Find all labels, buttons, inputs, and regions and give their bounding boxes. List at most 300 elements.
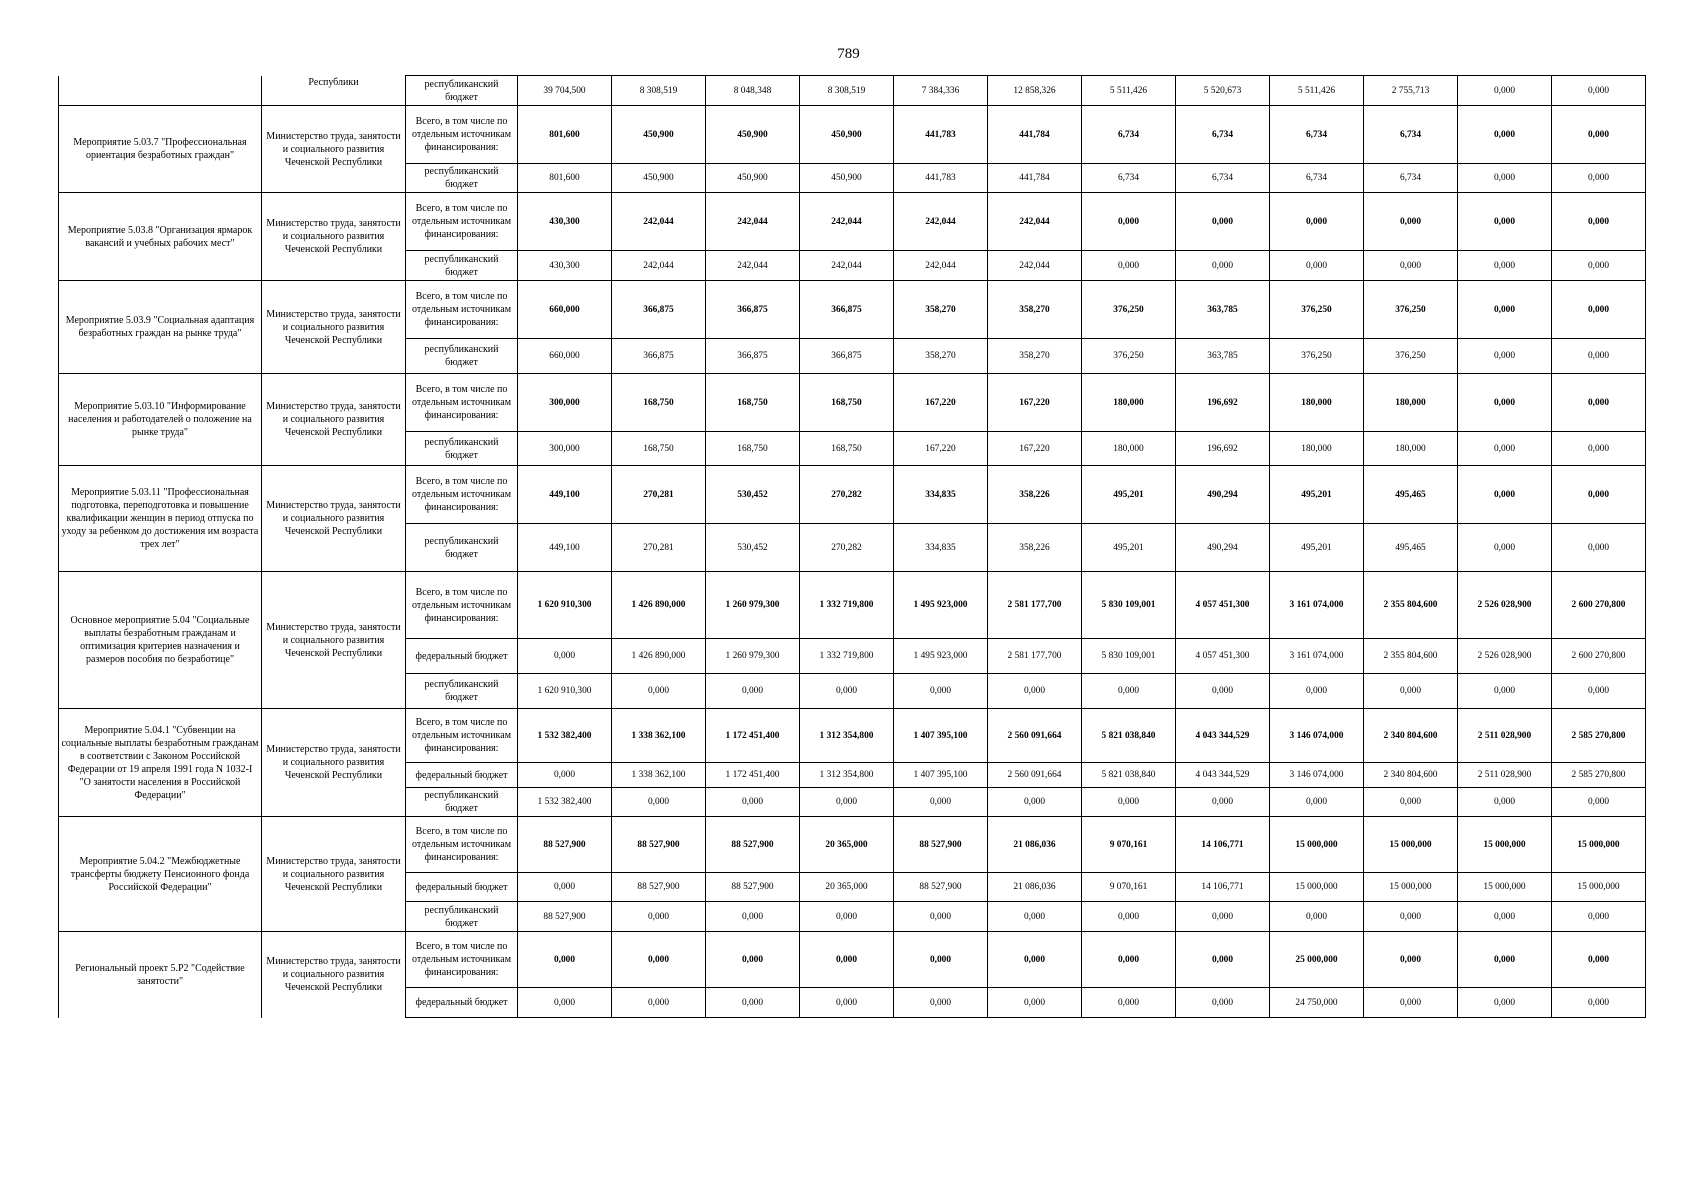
- value-cell: 0,000: [894, 902, 988, 932]
- value-cell: 0,000: [1082, 193, 1176, 251]
- program-name-cell: Мероприятие 5.03.11 "Профессиональная подготовка, переподготовка и повышение квалификации женщин в период отпуска по уходу за ребенком до достижения им возраста трех лет": [59, 466, 262, 572]
- table-body: [59, 76, 1646, 1018]
- value-cell: 0,000: [894, 674, 988, 709]
- value-cell: 2 355 804,600: [1364, 572, 1458, 639]
- value-cell: 495,201: [1270, 524, 1364, 572]
- funding-source-cell: республиканский бюджет: [406, 164, 518, 193]
- value-cell: 9 070,161: [1082, 873, 1176, 902]
- program-name-cell: Мероприятие 5.03.8 "Организация ярмарок вакансий и учебных рабочих мест": [59, 193, 262, 281]
- value-cell: 358,270: [894, 339, 988, 374]
- table-row: [59, 572, 1646, 639]
- value-cell: 12 858,326: [988, 76, 1082, 106]
- value-cell: 242,044: [988, 193, 1082, 251]
- value-cell: 376,250: [1082, 281, 1176, 339]
- value-cell: 6,734: [1082, 106, 1176, 164]
- value-cell: 376,250: [1270, 339, 1364, 374]
- value-cell: 0,000: [1364, 988, 1458, 1018]
- value-cell: 0,000: [1364, 251, 1458, 281]
- value-cell: 0,000: [1552, 788, 1646, 817]
- value-cell: 5 511,426: [1270, 76, 1364, 106]
- value-cell: 0,000: [1552, 674, 1646, 709]
- value-cell: 0,000: [1082, 932, 1176, 988]
- value-cell: 0,000: [1270, 674, 1364, 709]
- value-cell: 0,000: [706, 674, 800, 709]
- value-cell: 0,000: [1458, 374, 1552, 432]
- executor-cell: Министерство труда, занятости и социального развития Чеченской Республики: [262, 709, 406, 817]
- value-cell: 660,000: [518, 281, 612, 339]
- funding-source-cell: федеральный бюджет: [406, 988, 518, 1018]
- value-cell: 0,000: [612, 988, 706, 1018]
- value-cell: 495,465: [1364, 466, 1458, 524]
- value-cell: 242,044: [988, 251, 1082, 281]
- value-cell: 5 830 109,001: [1082, 572, 1176, 639]
- funding-source-cell: республиканский бюджет: [406, 432, 518, 466]
- value-cell: 242,044: [800, 251, 894, 281]
- value-cell: 358,270: [988, 281, 1082, 339]
- value-cell: 196,692: [1176, 432, 1270, 466]
- value-cell: 441,784: [988, 164, 1082, 193]
- value-cell: 6,734: [1270, 106, 1364, 164]
- value-cell: 167,220: [988, 374, 1082, 432]
- value-cell: 0,000: [1082, 902, 1176, 932]
- value-cell: 366,875: [612, 281, 706, 339]
- table-row: [59, 76, 1646, 106]
- value-cell: 1 495 923,000: [894, 639, 988, 674]
- program-name-cell: Мероприятие 5.03.10 "Информирование населения и работодателей о положение на рынке труда": [59, 374, 262, 466]
- value-cell: 0,000: [1458, 988, 1552, 1018]
- value-cell: 168,750: [800, 432, 894, 466]
- value-cell: 366,875: [800, 339, 894, 374]
- value-cell: 450,900: [706, 106, 800, 164]
- executor-cell: Министерство труда, занятости и социального развития Чеченской Республики: [262, 817, 406, 932]
- funding-source-cell: республиканский бюджет: [406, 902, 518, 932]
- value-cell: 242,044: [894, 193, 988, 251]
- value-cell: 0,000: [1552, 106, 1646, 164]
- value-cell: 0,000: [1458, 193, 1552, 251]
- value-cell: 0,000: [1270, 902, 1364, 932]
- funding-source-cell: федеральный бюджет: [406, 639, 518, 674]
- value-cell: 24 750,000: [1270, 988, 1364, 1018]
- value-cell: 39 704,500: [518, 76, 612, 106]
- value-cell: 0,000: [518, 932, 612, 988]
- program-name-cell: Региональный проект 5.Р2 "Содействие занятости": [59, 932, 262, 1018]
- value-cell: 168,750: [612, 432, 706, 466]
- value-cell: 180,000: [1082, 432, 1176, 466]
- program-name-cell: Мероприятие 5.04.1 "Субвенции на социальные выплаты безработным гражданам в соответствии с Законом Российской Федерации от 19 апреля 1991 года N 1032-I "О занятости населения в Российской Федерации": [59, 709, 262, 817]
- value-cell: 0,000: [800, 932, 894, 988]
- value-cell: 363,785: [1176, 281, 1270, 339]
- value-cell: 1 532 382,400: [518, 709, 612, 763]
- funding-source-cell: Всего, в том числе по отдельным источникам финансирования:: [406, 817, 518, 873]
- table-row: [59, 709, 1646, 763]
- value-cell: 1 495 923,000: [894, 572, 988, 639]
- value-cell: 4 057 451,300: [1176, 572, 1270, 639]
- value-cell: 0,000: [1458, 164, 1552, 193]
- value-cell: 167,220: [894, 374, 988, 432]
- value-cell: 6,734: [1364, 164, 1458, 193]
- page-number: 789: [837, 46, 860, 62]
- value-cell: 449,100: [518, 466, 612, 524]
- value-cell: 430,300: [518, 251, 612, 281]
- value-cell: 3 146 074,000: [1270, 763, 1364, 788]
- value-cell: 2 355 804,600: [1364, 639, 1458, 674]
- value-cell: 2 511 028,900: [1458, 709, 1552, 763]
- value-cell: 0,000: [1552, 466, 1646, 524]
- value-cell: 0,000: [1364, 932, 1458, 988]
- value-cell: 88 527,900: [518, 817, 612, 873]
- value-cell: 450,900: [612, 164, 706, 193]
- value-cell: 14 106,771: [1176, 873, 1270, 902]
- value-cell: 242,044: [612, 251, 706, 281]
- value-cell: 366,875: [706, 339, 800, 374]
- value-cell: 2 600 270,800: [1552, 639, 1646, 674]
- funding-source-cell: Всего, в том числе по отдельным источникам финансирования:: [406, 466, 518, 524]
- value-cell: 0,000: [1458, 106, 1552, 164]
- value-cell: 1 260 979,300: [706, 572, 800, 639]
- value-cell: 0,000: [1458, 251, 1552, 281]
- funding-source-cell: Всего, в том числе по отдельным источникам финансирования:: [406, 374, 518, 432]
- value-cell: 167,220: [894, 432, 988, 466]
- value-cell: 0,000: [894, 988, 988, 1018]
- value-cell: 270,281: [612, 524, 706, 572]
- value-cell: 450,900: [706, 164, 800, 193]
- value-cell: 7 384,336: [894, 76, 988, 106]
- value-cell: 0,000: [988, 932, 1082, 988]
- value-cell: 242,044: [706, 251, 800, 281]
- value-cell: 495,201: [1082, 466, 1176, 524]
- value-cell: 0,000: [1552, 281, 1646, 339]
- value-cell: 495,465: [1364, 524, 1458, 572]
- value-cell: 1 332 719,800: [800, 639, 894, 674]
- value-cell: 0,000: [518, 639, 612, 674]
- value-cell: 0,000: [988, 902, 1082, 932]
- value-cell: 15 000,000: [1552, 873, 1646, 902]
- value-cell: 376,250: [1270, 281, 1364, 339]
- value-cell: 441,784: [988, 106, 1082, 164]
- value-cell: 0,000: [1364, 788, 1458, 817]
- table-row: [59, 374, 1646, 432]
- value-cell: 495,201: [1270, 466, 1364, 524]
- value-cell: 530,452: [706, 524, 800, 572]
- value-cell: 366,875: [612, 339, 706, 374]
- executor-cell: Министерство труда, занятости и социального развития Чеченской Республики: [262, 193, 406, 281]
- value-cell: 0,000: [1270, 788, 1364, 817]
- value-cell: 2 585 270,800: [1552, 763, 1646, 788]
- value-cell: 88 527,900: [894, 817, 988, 873]
- funding-source-cell: Всего, в том числе по отдельным источникам финансирования:: [406, 193, 518, 251]
- value-cell: 180,000: [1270, 432, 1364, 466]
- value-cell: 0,000: [612, 902, 706, 932]
- value-cell: 4 043 344,529: [1176, 763, 1270, 788]
- value-cell: 366,875: [706, 281, 800, 339]
- value-cell: 0,000: [1458, 674, 1552, 709]
- value-cell: 8 048,348: [706, 76, 800, 106]
- value-cell: 21 086,036: [988, 873, 1082, 902]
- value-cell: 15 000,000: [1552, 817, 1646, 873]
- value-cell: 0,000: [800, 674, 894, 709]
- value-cell: 168,750: [612, 374, 706, 432]
- value-cell: 376,250: [1082, 339, 1176, 374]
- funding-source-cell: республиканский бюджет: [406, 339, 518, 374]
- value-cell: 0,000: [800, 788, 894, 817]
- funding-source-cell: Всего, в том числе по отдельным источникам финансирования:: [406, 709, 518, 763]
- value-cell: 88 527,900: [612, 873, 706, 902]
- executor-cell: Министерство труда, занятости и социального развития Чеченской Республики: [262, 106, 406, 193]
- value-cell: 1 338 362,100: [612, 709, 706, 763]
- value-cell: 0,000: [1176, 193, 1270, 251]
- value-cell: 168,750: [706, 432, 800, 466]
- value-cell: 2 340 804,600: [1364, 709, 1458, 763]
- value-cell: 2 581 177,700: [988, 572, 1082, 639]
- value-cell: 1 312 354,800: [800, 763, 894, 788]
- value-cell: 15 000,000: [1364, 817, 1458, 873]
- value-cell: 0,000: [988, 788, 1082, 817]
- value-cell: 6,734: [1082, 164, 1176, 193]
- value-cell: 5 830 109,001: [1082, 639, 1176, 674]
- value-cell: 88 527,900: [706, 817, 800, 873]
- value-cell: 6,734: [1364, 106, 1458, 164]
- executor-cell: Министерство труда, занятости и социального развития Чеченской Республики: [262, 281, 406, 374]
- budget-table: [58, 75, 1646, 1018]
- value-cell: 0,000: [1176, 674, 1270, 709]
- value-cell: 0,000: [706, 788, 800, 817]
- value-cell: 334,835: [894, 466, 988, 524]
- funding-source-cell: Всего, в том числе по отдельным источникам финансирования:: [406, 572, 518, 639]
- value-cell: 376,250: [1364, 281, 1458, 339]
- value-cell: 0,000: [706, 902, 800, 932]
- value-cell: 2 560 091,664: [988, 709, 1082, 763]
- value-cell: 358,270: [894, 281, 988, 339]
- value-cell: 167,220: [988, 432, 1082, 466]
- value-cell: 1 426 890,000: [612, 572, 706, 639]
- value-cell: 180,000: [1270, 374, 1364, 432]
- value-cell: 20 365,000: [800, 817, 894, 873]
- value-cell: 358,226: [988, 524, 1082, 572]
- value-cell: 1 338 362,100: [612, 763, 706, 788]
- value-cell: 3 161 074,000: [1270, 639, 1364, 674]
- value-cell: 0,000: [1552, 524, 1646, 572]
- value-cell: 0,000: [988, 674, 1082, 709]
- funding-source-cell: республиканский бюджет: [406, 674, 518, 709]
- value-cell: 4 043 344,529: [1176, 709, 1270, 763]
- value-cell: 0,000: [800, 902, 894, 932]
- value-cell: 0,000: [706, 932, 800, 988]
- value-cell: 441,783: [894, 106, 988, 164]
- value-cell: 1 426 890,000: [612, 639, 706, 674]
- value-cell: 450,900: [612, 106, 706, 164]
- value-cell: 0,000: [1364, 902, 1458, 932]
- value-cell: 21 086,036: [988, 817, 1082, 873]
- value-cell: 4 057 451,300: [1176, 639, 1270, 674]
- funding-source-cell: федеральный бюджет: [406, 763, 518, 788]
- value-cell: 168,750: [800, 374, 894, 432]
- table-row: [59, 106, 1646, 164]
- value-cell: 0,000: [706, 988, 800, 1018]
- value-cell: 0,000: [1458, 466, 1552, 524]
- value-cell: 0,000: [1458, 76, 1552, 106]
- value-cell: 2 600 270,800: [1552, 572, 1646, 639]
- funding-source-cell: республиканский бюджет: [406, 251, 518, 281]
- value-cell: 0,000: [1552, 932, 1646, 988]
- value-cell: 270,282: [800, 524, 894, 572]
- value-cell: 0,000: [1176, 251, 1270, 281]
- value-cell: 0,000: [1458, 281, 1552, 339]
- value-cell: 2 526 028,900: [1458, 572, 1552, 639]
- value-cell: 242,044: [800, 193, 894, 251]
- value-cell: 242,044: [706, 193, 800, 251]
- value-cell: 530,452: [706, 466, 800, 524]
- value-cell: 9 070,161: [1082, 817, 1176, 873]
- value-cell: 180,000: [1364, 432, 1458, 466]
- value-cell: 8 308,519: [612, 76, 706, 106]
- value-cell: 490,294: [1176, 524, 1270, 572]
- value-cell: 495,201: [1082, 524, 1176, 572]
- value-cell: 6,734: [1270, 164, 1364, 193]
- value-cell: 1 620 910,300: [518, 572, 612, 639]
- value-cell: 0,000: [1270, 193, 1364, 251]
- value-cell: 441,783: [894, 164, 988, 193]
- value-cell: 0,000: [894, 788, 988, 817]
- value-cell: 0,000: [518, 873, 612, 902]
- executor-cell: Министерство труда, занятости и социального развития Чеченской Республики: [262, 572, 406, 709]
- value-cell: 242,044: [612, 193, 706, 251]
- value-cell: 300,000: [518, 432, 612, 466]
- value-cell: 2 526 028,900: [1458, 639, 1552, 674]
- funding-source-cell: республиканский бюджет: [406, 788, 518, 817]
- executor-cell: Министерство труда, занятости и социального развития Чеченской Республики: [262, 466, 406, 572]
- value-cell: 15 000,000: [1364, 873, 1458, 902]
- value-cell: 270,281: [612, 466, 706, 524]
- value-cell: 2 581 177,700: [988, 639, 1082, 674]
- value-cell: 0,000: [1552, 374, 1646, 432]
- value-cell: 5 821 038,840: [1082, 763, 1176, 788]
- table-row: [59, 281, 1646, 339]
- funding-source-cell: федеральный бюджет: [406, 873, 518, 902]
- value-cell: 1 407 395,100: [894, 763, 988, 788]
- value-cell: 196,692: [1176, 374, 1270, 432]
- value-cell: 20 365,000: [800, 873, 894, 902]
- value-cell: 88 527,900: [518, 902, 612, 932]
- table-row: [59, 193, 1646, 251]
- value-cell: 6,734: [1176, 106, 1270, 164]
- value-cell: 270,282: [800, 466, 894, 524]
- value-cell: 25 000,000: [1270, 932, 1364, 988]
- value-cell: 0,000: [1176, 932, 1270, 988]
- value-cell: 2 585 270,800: [1552, 709, 1646, 763]
- value-cell: 8 308,519: [800, 76, 894, 106]
- value-cell: 5 520,673: [1176, 76, 1270, 106]
- value-cell: 0,000: [1458, 339, 1552, 374]
- value-cell: 490,294: [1176, 466, 1270, 524]
- value-cell: 0,000: [1082, 674, 1176, 709]
- value-cell: 0,000: [518, 763, 612, 788]
- funding-source-cell: Всего, в том числе по отдельным источникам финансирования:: [406, 281, 518, 339]
- value-cell: 358,270: [988, 339, 1082, 374]
- value-cell: 0,000: [1458, 788, 1552, 817]
- table-row: [59, 932, 1646, 988]
- funding-source-cell: республиканский бюджет: [406, 76, 518, 106]
- value-cell: 6,734: [1176, 164, 1270, 193]
- value-cell: 1 260 979,300: [706, 639, 800, 674]
- value-cell: 15 000,000: [1270, 873, 1364, 902]
- value-cell: 1 620 910,300: [518, 674, 612, 709]
- value-cell: 0,000: [1458, 932, 1552, 988]
- value-cell: 1 407 395,100: [894, 709, 988, 763]
- value-cell: 180,000: [1364, 374, 1458, 432]
- value-cell: 0,000: [1082, 788, 1176, 817]
- value-cell: 15 000,000: [1458, 817, 1552, 873]
- value-cell: 801,600: [518, 106, 612, 164]
- value-cell: 2 511 028,900: [1458, 763, 1552, 788]
- value-cell: 0,000: [1364, 674, 1458, 709]
- value-cell: 0,000: [800, 988, 894, 1018]
- program-name-cell: Мероприятие 5.03.9 "Социальная адаптация безработных граждан на рынке труда": [59, 281, 262, 374]
- value-cell: 1 312 354,800: [800, 709, 894, 763]
- value-cell: 0,000: [1458, 432, 1552, 466]
- value-cell: 88 527,900: [894, 873, 988, 902]
- value-cell: 2 560 091,664: [988, 763, 1082, 788]
- value-cell: 334,835: [894, 524, 988, 572]
- value-cell: 0,000: [1364, 193, 1458, 251]
- value-cell: 2 755,713: [1364, 76, 1458, 106]
- value-cell: 88 527,900: [706, 873, 800, 902]
- value-cell: 0,000: [1176, 788, 1270, 817]
- value-cell: 376,250: [1364, 339, 1458, 374]
- value-cell: 0,000: [1552, 432, 1646, 466]
- value-cell: 363,785: [1176, 339, 1270, 374]
- value-cell: 168,750: [706, 374, 800, 432]
- value-cell: 0,000: [518, 988, 612, 1018]
- value-cell: 88 527,900: [612, 817, 706, 873]
- value-cell: 358,226: [988, 466, 1082, 524]
- funding-source-cell: Всего, в том числе по отдельным источникам финансирования:: [406, 932, 518, 988]
- value-cell: 300,000: [518, 374, 612, 432]
- value-cell: 5 821 038,840: [1082, 709, 1176, 763]
- value-cell: 0,000: [1082, 251, 1176, 281]
- value-cell: 1 172 451,400: [706, 709, 800, 763]
- value-cell: 0,000: [1552, 164, 1646, 193]
- funding-source-cell: республиканский бюджет: [406, 524, 518, 572]
- value-cell: 0,000: [1176, 988, 1270, 1018]
- value-cell: 0,000: [612, 788, 706, 817]
- value-cell: 366,875: [800, 281, 894, 339]
- value-cell: 180,000: [1082, 374, 1176, 432]
- value-cell: 15 000,000: [1270, 817, 1364, 873]
- value-cell: 0,000: [1270, 251, 1364, 281]
- value-cell: 0,000: [988, 988, 1082, 1018]
- value-cell: 1 332 719,800: [800, 572, 894, 639]
- value-cell: 0,000: [1082, 988, 1176, 1018]
- program-name-cell: [59, 76, 262, 106]
- value-cell: 0,000: [894, 932, 988, 988]
- value-cell: 801,600: [518, 164, 612, 193]
- executor-cell: Республики: [262, 76, 406, 106]
- value-cell: 449,100: [518, 524, 612, 572]
- value-cell: 0,000: [1552, 76, 1646, 106]
- value-cell: 430,300: [518, 193, 612, 251]
- value-cell: 0,000: [1552, 988, 1646, 1018]
- value-cell: 660,000: [518, 339, 612, 374]
- table-row: [59, 466, 1646, 524]
- value-cell: 242,044: [894, 251, 988, 281]
- value-cell: 0,000: [1552, 251, 1646, 281]
- value-cell: 0,000: [1552, 339, 1646, 374]
- funding-source-cell: Всего, в том числе по отдельным источникам финансирования:: [406, 106, 518, 164]
- value-cell: 5 511,426: [1082, 76, 1176, 106]
- value-cell: 0,000: [612, 674, 706, 709]
- value-cell: 14 106,771: [1176, 817, 1270, 873]
- value-cell: 15 000,000: [1458, 873, 1552, 902]
